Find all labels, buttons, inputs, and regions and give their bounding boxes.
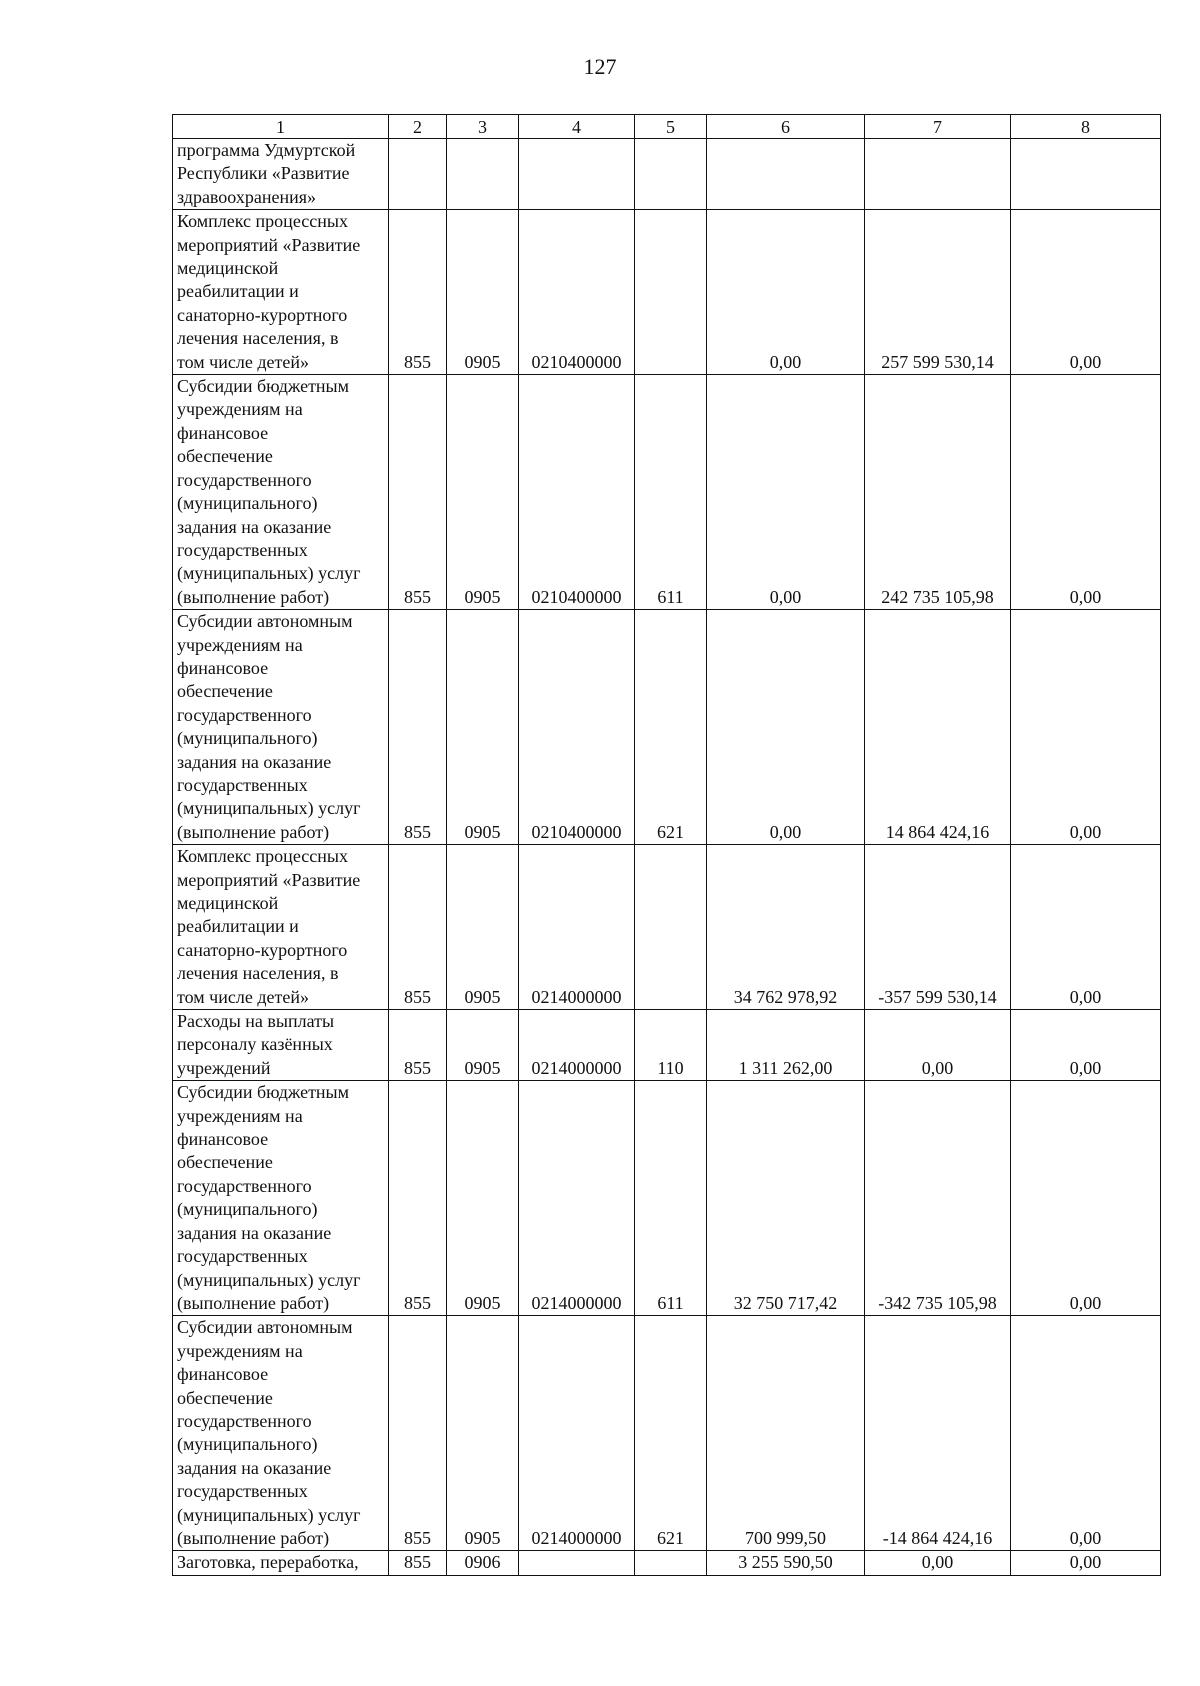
- cell-amount-8: 0,00: [1011, 610, 1161, 845]
- row-name: Комплекс процессных мероприятий «Развитие медицинской реабилитации и санаторно-курортного лечения населения, в том числе детей»: [173, 845, 389, 1010]
- cell-code-3: 0905: [447, 1081, 519, 1316]
- table-row: [173, 610, 1161, 845]
- cell-amount-8: 0,00: [1011, 1551, 1161, 1575]
- cell-amount-7: 257 599 530,14: [865, 210, 1011, 375]
- cell-code-5: [635, 210, 707, 375]
- cell-amount-7: -14 864 424,16: [865, 1316, 1011, 1551]
- cell-amount-7: 0,00: [865, 1010, 1011, 1081]
- cell-code-5: 611: [635, 375, 707, 610]
- cell-amount-6: 700 999,50: [707, 1316, 865, 1551]
- column-header: 7: [865, 115, 1011, 139]
- cell-code-5: [635, 845, 707, 1010]
- cell-code-2: 855: [389, 1010, 447, 1081]
- table-row: [173, 210, 1161, 375]
- table-row: [173, 375, 1161, 610]
- cell-code-4: 0214000000: [519, 1010, 635, 1081]
- cell-code-2: [389, 139, 447, 210]
- cell-code-2: 855: [389, 375, 447, 610]
- cell-code-2: 855: [389, 610, 447, 845]
- row-name: Субсидии бюджетным учреждениям на финансовое обеспечение государственного (муниципального) задания на оказание государственных (муниципальных) услуг (выполнение работ): [173, 375, 389, 610]
- table-row: [173, 1551, 1161, 1575]
- cell-amount-8: 0,00: [1011, 375, 1161, 610]
- budget-table: [172, 114, 1161, 1576]
- row-name: Заготовка, переработка,: [173, 1551, 389, 1575]
- cell-code-5: 110: [635, 1010, 707, 1081]
- column-header: 5: [635, 115, 707, 139]
- cell-amount-7: 14 864 424,16: [865, 610, 1011, 845]
- table-row: [173, 1316, 1161, 1551]
- cell-amount-7: [865, 139, 1011, 210]
- cell-code-3: 0905: [447, 845, 519, 1010]
- cell-amount-8: 0,00: [1011, 1010, 1161, 1081]
- cell-code-4: [519, 139, 635, 210]
- cell-code-2: 855: [389, 1081, 447, 1316]
- cell-amount-6: 32 750 717,42: [707, 1081, 865, 1316]
- cell-code-4: 0214000000: [519, 1081, 635, 1316]
- column-header: 1: [173, 115, 389, 139]
- cell-amount-8: 0,00: [1011, 1316, 1161, 1551]
- row-name: Расходы на выплаты персоналу казённых учреждений: [173, 1010, 389, 1081]
- row-name: Субсидии бюджетным учреждениям на финансовое обеспечение государственного (муниципального) задания на оказание государственных (муниципальных) услуг (выполнение работ): [173, 1081, 389, 1316]
- cell-amount-7: 0,00: [865, 1551, 1011, 1575]
- table-row: [173, 1010, 1161, 1081]
- cell-code-4: 0210400000: [519, 375, 635, 610]
- cell-code-3: 0905: [447, 1010, 519, 1081]
- cell-code-5: [635, 1551, 707, 1575]
- cell-amount-6: 1 311 262,00: [707, 1010, 865, 1081]
- cell-amount-6: 0,00: [707, 375, 865, 610]
- table-row: [173, 139, 1161, 210]
- page-number: 127: [583, 54, 617, 79]
- cell-amount-6: 34 762 978,92: [707, 845, 865, 1010]
- cell-code-3: 0905: [447, 375, 519, 610]
- cell-code-3: 0905: [447, 1316, 519, 1551]
- cell-code-4: 0210400000: [519, 210, 635, 375]
- cell-code-2: 855: [389, 210, 447, 375]
- column-header: 8: [1011, 115, 1161, 139]
- row-name: Субсидии автономным учреждениям на финансовое обеспечение государственного (муниципального) задания на оказание государственных (муниципальных) услуг (выполнение работ): [173, 1316, 389, 1551]
- cell-code-5: [635, 139, 707, 210]
- cell-code-3: 0906: [447, 1551, 519, 1575]
- cell-amount-8: [1011, 139, 1161, 210]
- column-header: 3: [447, 115, 519, 139]
- cell-code-3: 0905: [447, 210, 519, 375]
- cell-amount-7: 242 735 105,98: [865, 375, 1011, 610]
- cell-amount-6: 0,00: [707, 610, 865, 845]
- cell-amount-6: 3 255 590,50: [707, 1551, 865, 1575]
- cell-code-4: 0210400000: [519, 610, 635, 845]
- row-name: Субсидии автономным учреждениям на финансовое обеспечение государственного (муниципального) задания на оказание государственных (муниципальных) услуг (выполнение работ): [173, 610, 389, 845]
- header-row: [173, 115, 1161, 139]
- cell-code-4: 0214000000: [519, 1316, 635, 1551]
- cell-code-5: 611: [635, 1081, 707, 1316]
- cell-code-5: 621: [635, 610, 707, 845]
- cell-code-2: 855: [389, 1551, 447, 1575]
- cell-amount-7: -342 735 105,98: [865, 1081, 1011, 1316]
- cell-code-5: 621: [635, 1316, 707, 1551]
- cell-code-2: 855: [389, 1316, 447, 1551]
- cell-code-4: 0214000000: [519, 845, 635, 1010]
- column-header: 4: [519, 115, 635, 139]
- cell-amount-8: 0,00: [1011, 845, 1161, 1010]
- cell-amount-6: 0,00: [707, 210, 865, 375]
- row-name: программа Удмуртской Республики «Развитие здравоохранения»: [173, 139, 389, 210]
- cell-code-3: [447, 139, 519, 210]
- column-header: 6: [707, 115, 865, 139]
- row-name: Комплекс процессных мероприятий «Развитие медицинской реабилитации и санаторно-курортного лечения населения, в том числе детей»: [173, 210, 389, 375]
- cell-amount-6: [707, 139, 865, 210]
- cell-code-3: 0905: [447, 610, 519, 845]
- column-header: 2: [389, 115, 447, 139]
- cell-amount-7: -357 599 530,14: [865, 845, 1011, 1010]
- cell-amount-8: 0,00: [1011, 210, 1161, 375]
- cell-code-2: 855: [389, 845, 447, 1010]
- table-row: [173, 845, 1161, 1010]
- table-row: [173, 1081, 1161, 1316]
- cell-amount-8: 0,00: [1011, 1081, 1161, 1316]
- cell-code-4: [519, 1551, 635, 1575]
